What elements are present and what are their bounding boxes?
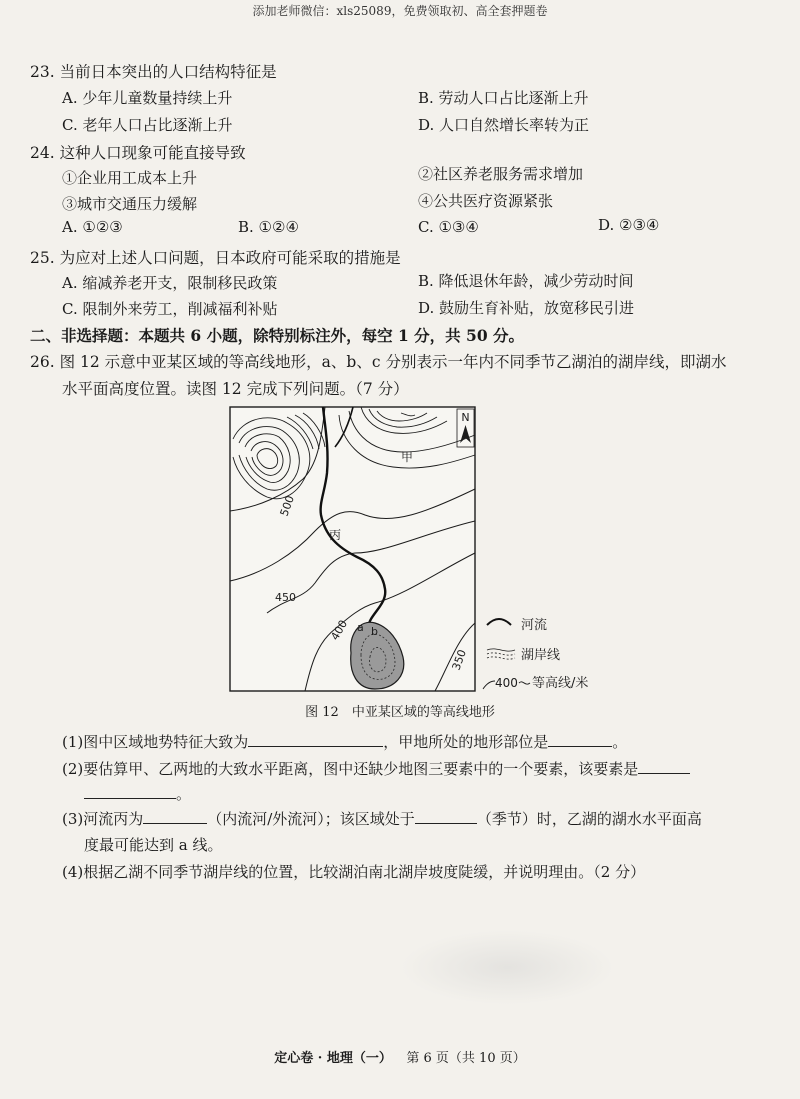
legend-contour-label: 等高线/米 <box>532 676 589 691</box>
label-b: b <box>371 625 378 638</box>
north-arrow-icon <box>457 409 474 447</box>
legend-contour-icon <box>483 681 495 689</box>
legend-shore-icon <box>487 649 515 651</box>
option-a: A. 少年儿童数量持续上升 <box>62 89 233 107</box>
question-stem: 这种人口现象可能直接导致 <box>59 144 246 162</box>
legend-river-label: 河流 <box>521 618 548 633</box>
sub1-text-b: ，甲地所处的地形部位是 <box>383 733 549 751</box>
contour-label-500: 500 <box>277 493 298 519</box>
sub2-text-b: 。 <box>176 785 192 803</box>
answer-blank[interactable] <box>638 759 690 774</box>
question-26 <box>30 350 726 372</box>
item-3: ③城市交通压力缓解 <box>62 195 198 213</box>
label-jia: 甲 <box>401 450 414 464</box>
question-number: 24. <box>30 144 55 162</box>
sub-question-1 <box>62 731 627 752</box>
sub-question-2 <box>62 758 690 779</box>
label-bing: 丙 <box>329 528 342 542</box>
legend-contour-value: 400 <box>495 676 518 690</box>
contour-label-450: 450 <box>275 591 296 604</box>
option-b: B. 降低退休年龄，减少劳动时间 <box>418 272 634 290</box>
sub3-text-b: （内流河/外流河）；该区域处于 <box>207 810 415 828</box>
answer-blank[interactable] <box>415 809 477 824</box>
answer-blank[interactable] <box>248 732 383 747</box>
item-4: ④公共医疗资源紧张 <box>418 192 554 210</box>
sub-question-3-continued: 度最可能达到 a 线。 <box>84 836 223 854</box>
footer-page-number: 第 6 页（共 10 页） <box>406 1051 526 1066</box>
paper-stain <box>400 930 615 1005</box>
question-number: 23. <box>30 63 55 81</box>
sub-question-2-continued <box>84 783 191 804</box>
option-c: C. 限制外来劳工，削减福利补贴 <box>62 300 278 318</box>
sub1-text-a: (1)图中区域地势特征大致为 <box>62 733 249 751</box>
map-legend <box>483 617 588 691</box>
option-a: A. ①②③ <box>62 218 123 236</box>
contour-label-400: 400 <box>328 617 351 643</box>
question-23 <box>30 60 277 82</box>
figure-caption: 图 12 中亚某区域的等高线地形 <box>305 705 495 720</box>
option-c: C. ①③④ <box>418 218 479 236</box>
page-header: 添加老师微信：xls25089，免费领取初、高全套押题卷 <box>252 4 548 18</box>
contour-label-350: 350 <box>449 647 470 673</box>
label-a: a <box>357 621 364 634</box>
answer-blank[interactable] <box>548 732 612 747</box>
option-d: D. 鼓励生育补贴，放宽移民引进 <box>418 299 635 317</box>
footer-title: 定心卷 · 地理（一） <box>274 1051 392 1066</box>
question-24 <box>30 141 246 163</box>
north-label: N <box>461 411 470 424</box>
question-number: 26. <box>30 353 55 371</box>
legend-shore-label: 湖岸线 <box>521 648 561 663</box>
answer-blank[interactable] <box>84 784 176 799</box>
option-a: A. 缩减养老开支，限制移民政策 <box>62 274 278 292</box>
question-stem: 为应对上述人口问题，日本政府可能采取的措施是 <box>59 249 401 267</box>
item-1: ①企业用工成本上升 <box>62 169 198 187</box>
contour-map-figure <box>225 403 625 695</box>
question-stem: 图 12 示意中亚某区域的等高线地形，a、b、c 分别表示一年内不同季节乙湖泊的湖岸线，即湖水 <box>59 353 727 371</box>
sub3-text-a: (3)河流丙为 <box>62 810 144 828</box>
item-2: ②社区养老服务需求增加 <box>418 165 584 183</box>
question-stem: 当前日本突出的人口结构特征是 <box>59 63 277 81</box>
sub-question-3 <box>62 808 702 829</box>
page-footer <box>0 1047 800 1066</box>
option-c: C. 老年人口占比逐渐上升 <box>62 116 233 134</box>
question-number: 25. <box>30 249 55 267</box>
option-b: B. 劳动人口占比逐渐上升 <box>418 89 589 107</box>
sub3-text-c: （季节）时，乙湖的湖水水平面高 <box>476 810 702 828</box>
sub-question-4: (4)根据乙湖不同季节湖岸线的位置，比较湖泊南北湖岸坡度陡缓，并说明理由。（2 分） <box>62 863 646 881</box>
sub2-text-a: (2)要估算甲、乙两地的大致水平距离，图中还缺少地图三要素中的一个要素，该要素是 <box>62 760 639 778</box>
legend-river-icon <box>487 619 511 625</box>
answer-blank[interactable] <box>143 809 207 824</box>
sub1-text-c: 。 <box>612 733 628 751</box>
question-stem-continued: 水平面高度位置。读图 12 完成下列问题。（7 分） <box>62 380 409 398</box>
section-heading: 二、非选择题：本题共 6 小题，除特别标注外，每空 1 分，共 50 分。 <box>30 326 525 345</box>
question-25 <box>30 246 401 268</box>
option-d: D. 人口自然增长率转为正 <box>418 116 590 134</box>
option-b: B. ①②④ <box>238 218 299 236</box>
option-d: D. ②③④ <box>598 216 660 234</box>
